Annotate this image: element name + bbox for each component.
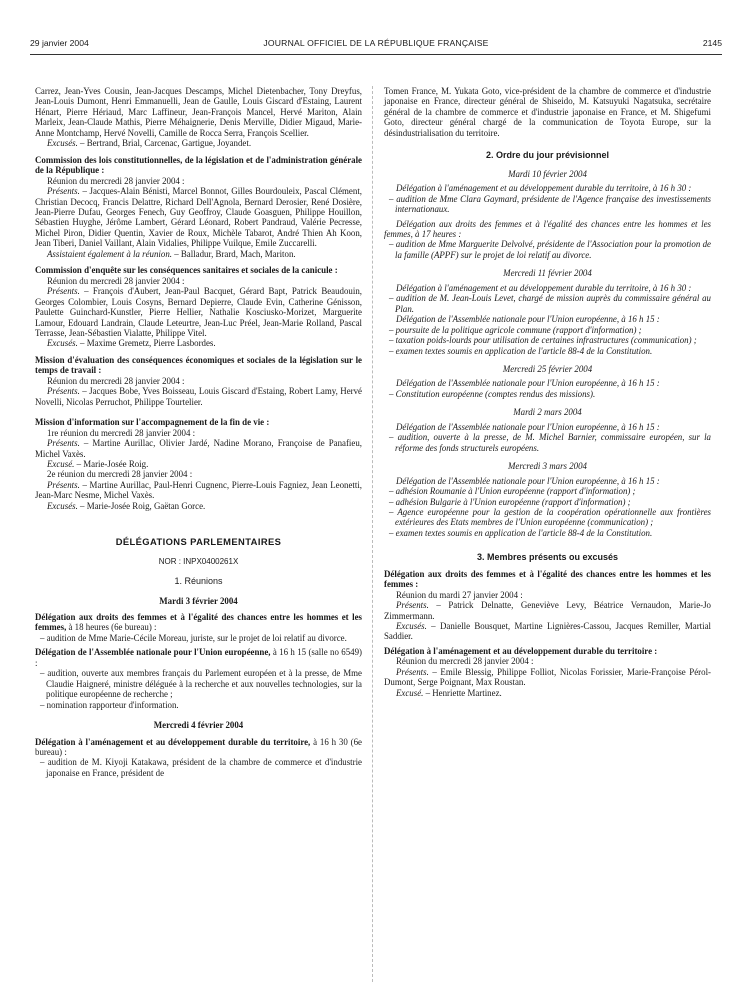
- mission-information-reunion-2: 2e réunion du mercredi 28 janvier 2004 :: [47, 469, 193, 480]
- date-mercredi-25-fevrier: Mercredi 25 février 2004: [502, 363, 593, 374]
- membres-amenagement-excuse: Excusé. – Henriette Martinez.: [396, 687, 502, 698]
- mercredi3-item-roumanie: – adhésion Roumanie à l'Union européenne (rapport d'information) ;: [389, 486, 636, 497]
- mardi10-item-gaymard: – audition de Mme Clara Gaymard, présidente de l'Agence française des investissements internationaux.: [389, 193, 711, 215]
- left-column: [35, 86, 362, 778]
- membres-amenagement-heading: Délégation à l'aménagement et au développement durable du territoire :: [384, 645, 658, 656]
- commission-enquete-heading: Commission d'enquête sur les conséquences sanitaires et sociales de la canicule :: [35, 265, 338, 276]
- mission-evaluation-heading: Mission d'évaluation des conséquences économiques et sociales de la législation sur le temps de travail :: [35, 354, 362, 376]
- mission-evaluation-presents: Présents. – Jacques Bobe, Yves Boisseau, Louis Giscard d'Estaing, Robert Lamy, Hervé Novelli, Nicolas Perruchot, Philippe Tourtelier.: [35, 386, 362, 407]
- header-date: 29 janvier 2004: [30, 38, 89, 48]
- membres-droits-femmes-heading: Délégation aux droits des femmes et à l'égalité des chances entre les hommes et les femmes :: [384, 568, 711, 590]
- mercredi3-item-bulgarie: – adhésion Bulgarie à l'Union européenne (rapport d'information) ;: [389, 496, 631, 507]
- delegation-union-europeenne-item-2: – nomination rapporteur d'information.: [40, 699, 179, 710]
- delegation-union-europeenne-item-1: – audition, ouverte aux membres français du Parlement européen et à la presse, de Mme Claudie Haigneré, ministre déléguée à la recherche et aux nouvelles technologies, sur la politique européenne de recherche ;: [40, 668, 362, 700]
- membres-droits-femmes-excuses: Excusés. – Danielle Bousquet, Martine Lignières-Cassou, Jacques Remiller, Martial Saddier.: [384, 621, 711, 642]
- delegation-amenagement-item: – audition de M. Kiyoji Katakawa, président de la chambre de commerce et d'industrie japonaise en France, président de: [40, 757, 362, 778]
- mercredi3-delegation-union-europeenne: Délégation de l'Assemblée nationale pour l'Union européenne, à 16 h 15 :: [396, 475, 660, 486]
- reunions-subtitle: 1. Réunions: [174, 576, 223, 587]
- date-mercredi-3-mars: Mercredi 3 mars 2004: [508, 461, 587, 472]
- right-column: [384, 86, 711, 698]
- header-page-number: 2145: [702, 38, 722, 48]
- mission-information-excuses-2: Excusés. – Marie-Josée Roig, Gaëtan Gorce.: [47, 500, 206, 511]
- membres-amenagement-presents: Présents. – Emile Blessig, Philippe Folliot, Nicolas Forissier, Marie-Françoise Pérol-Dumont, Serge Poignant, Max Roustan.: [384, 666, 711, 688]
- ordre-du-jour-subtitle: 2. Ordre du jour prévisionnel: [485, 150, 610, 161]
- date-mardi-2-mars: Mardi 2 mars 2004: [513, 407, 582, 418]
- delegation-droits-femmes-item: – audition de Mme Marie-Cécile Moreau, juriste, sur le projet de loi relatif au divorce.: [40, 632, 347, 643]
- header-journal-title: JOURNAL OFFICIEL DE LA RÉPUBLIQUE FRANÇAISE: [263, 38, 489, 48]
- mission-information-presents-2: Présents. – Martine Aurillac, Paul-Henri Cugnenc, Pierre-Louis Fagniez, Jean Leonetti, Jean-Marc Nesme, Michel Vaxès.: [35, 479, 362, 501]
- page-header: [30, 38, 722, 52]
- delegation-amenagement-entry: Délégation à l'aménagement et au développement durable du territoire, à 16 h 30 (6e bureau) :: [35, 736, 362, 758]
- mardi2-item-barnier: – audition, ouverte à la presse, de M. Michel Barnier, commissaire européen, sur la réforme des fonds structurels européens.: [389, 432, 711, 453]
- nor-reference: NOR : INPX0400261X: [158, 556, 239, 566]
- commission-enquete-presents: Présents. – François d'Aubert, Jean-Paul Bacquet, Gérard Bapt, Patrick Beaudouin, Georges Colombier, Louis Cosyns, Bernard Depierre, Claude Evin, Catherine Génisson, Paulette Guinchard-Kunstler, Pierre Hellier, Nathalie Kosciusko-Morizet, Marguerite Lamour, Edouard Landrain, Claude Leteurtre, Jean-Luc Préel, Jean-Marie Rolland, Pascal Terrasse, Jean-Sébastien Vialatte, Philippe Vitel.: [35, 286, 362, 338]
- delegation-union-europeenne-entry: Délégation de l'Assemblée nationale pour l'Union européenne, à 16 h 15 (salle no 6549) :: [35, 647, 362, 668]
- commission-lois-heading: Commission des lois constitutionnelles, de la législation et de l'administration générale de la République :: [35, 154, 362, 176]
- finances-excuses: Excusés. – Bertrand, Brial, Carcenac, Gartigue, Joyandet.: [47, 138, 252, 149]
- delegations-section-title: DÉLÉGATIONS PARLEMENTAIRES: [115, 536, 282, 548]
- mardi10-item-delvolve: – audition de Mme Marguerite Delvolvé, présidente de l'Association pour la promotion de la famille (APPF) sur le projet de loi relatif au divorce.: [389, 239, 711, 260]
- mercredi3-item-agence: – Agence européenne pour la gestion de la coopération opérationnelle aux frontières extérieures des Etats membres de l'Union européenne (communication) ;: [389, 506, 711, 528]
- commission-enquete-excuses: Excusés. – Maxime Gremetz, Pierre Lasbordes.: [47, 338, 216, 349]
- delegation-droits-femmes-entry: Délégation aux droits des femmes et à l'égalité des chances entre les hommes et les femmes, à 18 heures (6e bureau) :: [35, 612, 362, 633]
- mission-information-excuse-1: Excusé. – Marie-Josée Roig.: [47, 458, 149, 469]
- finances-members-list: Carrez, Jean-Yves Cousin, Jean-Jacques Descamps, Michel Dietenbacher, Tony Dreyfus, Jean-Louis Dumont, Henri Emmanuelli, Jean de Gaulle, Louis Giscard d'Estaing, Laurent Hénart, Pierre Hériaud, Marc Laffineur, Jean-François Mancel, Hervé Mariton, Alain Marleix, Jean-Claude Mathis, Pierre Méhaignerie, Denis Merville, Didier Migaud, Marie-Anne Montchamp, Hervé Novelli, Camille de Rocca Serra, François Scellier.: [35, 86, 362, 138]
- membres-droits-femmes-presents: Présents. – Patrick Delnatte, Geneviève Levy, Béatrice Vernaudon, Marie-Jo Zimmermann.: [384, 600, 711, 621]
- commission-lois-presents: Présents. – Jacques-Alain Bénisti, Marcel Bonnot, Gilles Bourdouleix, Pascal Clément, Christian Decocq, Francis Delattre, Richard Dell'Agnola, Bernard Derosier, René Dosière, Jean-Pierre Dufau, Georges Fenech, Guy Geoffroy, Claude Goasguen, Philippe Houillon, Sébastien Huyghe, Jérôme Lambert, Gérard Léonard, Robert Pandraud, Valérie Pecresse, Michel Piron, Didier Quentin, Xavier de Roux, Michèle Tabarot, André Thien Ah Koon, Jean Tiberi, Daniel Vaillant, Alain Vidalies, Philippe Vuilque, Emile Zuccarelli.: [35, 186, 362, 249]
- mercredi25-delegation-union-europeenne: Délégation de l'Assemblée nationale pour l'Union européenne, à 16 h 15 :: [396, 378, 660, 389]
- mercredi11-item-taxation: – taxation poids-lourds pour utilisation de certaines infrastructures (communication) ;: [389, 335, 697, 346]
- mercredi11-delegation-union-europeenne: Délégation de l'Assemblée nationale pour l'Union européenne, à 16 h 15 :: [396, 314, 660, 325]
- mardi2-delegation-union-europeenne: Délégation de l'Assemblée nationale pour l'Union européenne, à 16 h 15 :: [396, 421, 660, 432]
- mission-information-reunion-1: 1re réunion du mercredi 28 janvier 2004 :: [47, 427, 196, 438]
- mardi10-delegation-amenagement: Délégation à l'aménagement et au développement durable du territoire, à 16 h 30 :: [396, 183, 692, 194]
- mercredi25-item-constitution: – Constitution européenne (comptes rendus des missions).: [389, 388, 596, 399]
- membres-subtitle: 3. Membres présents ou excusés: [476, 552, 619, 563]
- mission-evaluation-reunion: Réunion du mercredi 28 janvier 2004 :: [47, 375, 185, 386]
- mardi10-delegation-droits-femmes: Délégation aux droits des femmes et à l'égalité des chances entre les hommes et les femmes, à 17 heures :: [384, 218, 711, 239]
- date-mercredi-4-fevrier: Mercredi 4 février 2004: [153, 720, 244, 731]
- date-mercredi-11-fevrier: Mercredi 11 février 2004: [503, 268, 592, 279]
- mercredi3-item-examen: – examen textes soumis en application de l'article 88-4 de la Constitution.: [389, 527, 653, 538]
- mission-information-heading: Mission d'information sur l'accompagnement de la fin de vie :: [35, 417, 270, 428]
- membres-droits-femmes-reunion: Réunion du mardi 27 janvier 2004 :: [396, 589, 523, 600]
- audition-continuation: Tomen France, M. Yukata Goto, vice-président de la chambre de commerce et d'industrie japonaise en France, directeur général de Shiseido, M. Katsuyuki Nagatsuka, secrétaire général de la chambre de commerce et d'industrie japonaise en France, et M. Shigefumi Goto, directeur général chargé de la communication de Toyota Europe, sur la désindustrialisation du territoire.: [384, 86, 711, 138]
- mercredi11-item-examen: – examen textes soumis en application de l'article 88-4 de la Constitution.: [389, 345, 653, 356]
- membres-amenagement-reunion: Réunion du mercredi 28 janvier 2004 :: [396, 656, 534, 667]
- header-rule: [30, 54, 722, 55]
- commission-enquete-reunion: Réunion du mercredi 28 janvier 2004 :: [47, 275, 185, 286]
- mercredi11-delegation-amenagement: Délégation à l'aménagement et au développement durable du territoire, à 16 h 30 :: [396, 282, 692, 293]
- date-mardi-3-fevrier: Mardi 3 février 2004: [159, 595, 238, 606]
- mission-information-presents-1: Présents. – Martine Aurillac, Olivier Jardé, Nadine Morano, Françoise de Panafieu, Michel Vaxès.: [35, 438, 362, 459]
- date-mardi-10-fevrier: Mardi 10 février 2004: [508, 168, 587, 179]
- mercredi11-item-levet: – audition de M. Jean-Louis Levet, chargé de mission auprès du commissaire général au Plan.: [389, 293, 711, 314]
- commission-lois-assistaient: Assistaient également à la réunion. – Balladur, Brard, Mach, Mariton.: [47, 248, 296, 259]
- column-separator: [372, 86, 373, 982]
- commission-lois-reunion: Réunion du mercredi 28 janvier 2004 :: [47, 175, 185, 186]
- mercredi11-item-pac: – poursuite de la politique agricole commune (rapport d'information) ;: [389, 324, 642, 335]
